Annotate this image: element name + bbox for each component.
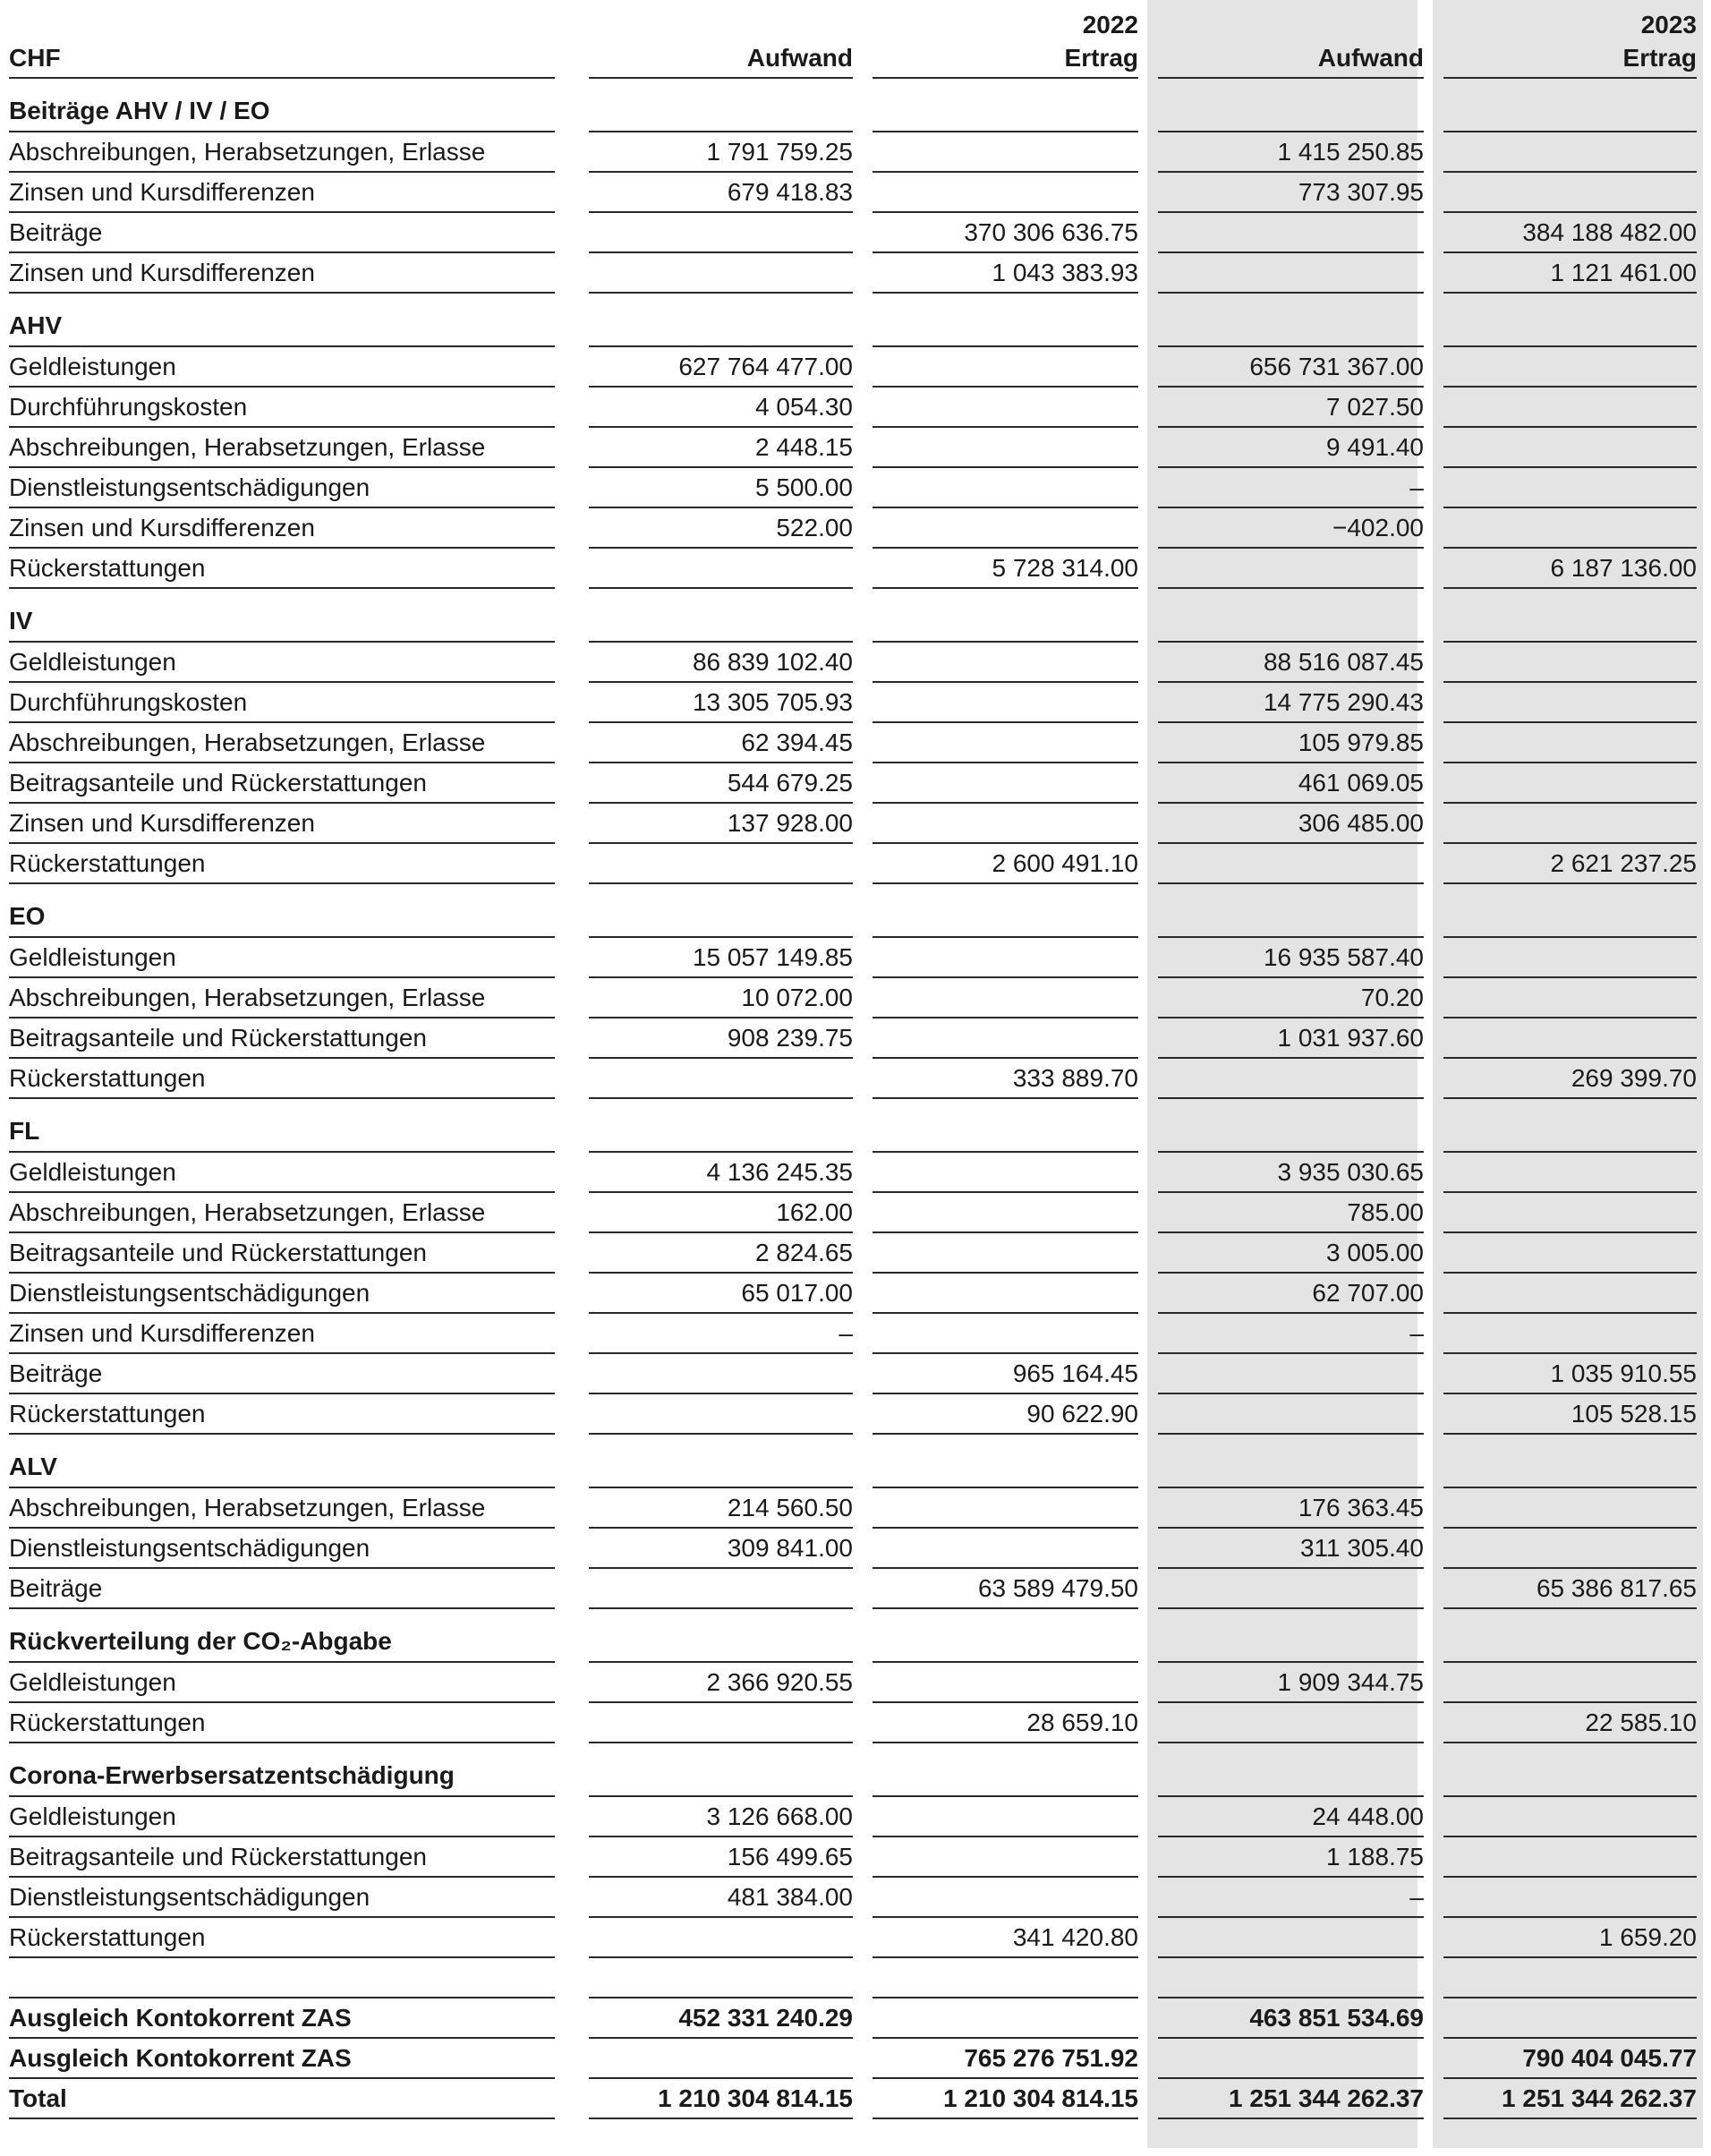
table-row — [0, 1233, 1711, 1274]
cell-ertrag-2022: 333 889.70 — [862, 1059, 1147, 1099]
cell-ertrag-2023 — [1433, 1099, 1711, 1153]
cell-aufwand-2023 — [1147, 1918, 1433, 1958]
cell-ertrag-2022: 28 659.10 — [862, 1703, 1147, 1743]
row-label: Beiträge AHV / IV / EO — [0, 79, 578, 132]
cell-aufwand-2022 — [578, 1703, 862, 1743]
section-heading-row — [0, 1435, 1711, 1488]
cell-ertrag-2022: 90 622.90 — [862, 1394, 1147, 1435]
cell-ertrag-2023 — [1433, 1609, 1711, 1663]
cell-aufwand-2023 — [1147, 79, 1433, 132]
cell-ertrag-2022 — [862, 643, 1147, 683]
row-label: Beitragsanteile und Rückerstattungen — [0, 763, 578, 804]
cell-aufwand-2022: 2 824.65 — [578, 1233, 862, 1274]
cell-ertrag-2022 — [862, 884, 1147, 938]
cell-aufwand-2023: – — [1147, 1314, 1433, 1354]
cell-ertrag-2023 — [1433, 723, 1711, 763]
cell-ertrag-2023 — [1433, 1837, 1711, 1878]
cell-ertrag-2023: 269 399.70 — [1433, 1059, 1711, 1099]
cell-ertrag-2023: 65 386 817.65 — [1433, 1569, 1711, 1609]
cell-ertrag-2022 — [862, 347, 1147, 388]
cell-ertrag-2022 — [862, 1958, 1147, 1998]
cell-aufwand-2023 — [1147, 1609, 1433, 1663]
cell-aufwand-2023: 1 251 344 262.37 — [1147, 2079, 1433, 2119]
cell-ertrag-2023 — [1433, 508, 1711, 549]
table-row — [0, 1918, 1711, 1958]
cell-ertrag-2022: 63 589 479.50 — [862, 1569, 1147, 1609]
cell-aufwand-2022 — [578, 253, 862, 294]
cell-ertrag-2023: 6 187 136.00 — [1433, 549, 1711, 589]
cell-ertrag-2022 — [862, 388, 1147, 428]
cell-aufwand-2023: 176 363.45 — [1147, 1488, 1433, 1529]
header-column-row — [0, 39, 1711, 79]
cell-aufwand-2023 — [1147, 253, 1433, 294]
cell-aufwand-2023 — [1147, 1703, 1433, 1743]
table-row — [0, 723, 1711, 763]
section-heading-row — [0, 79, 1711, 132]
row-label: Geldleistungen — [0, 1153, 578, 1193]
cell-ertrag-2023 — [1433, 1958, 1711, 1998]
cell-ertrag-2022 — [862, 1837, 1147, 1878]
cell-aufwand-2022: 137 928.00 — [578, 804, 862, 844]
row-label: Dienstleistungsentschädigungen — [0, 1529, 578, 1569]
cell-ertrag-2023 — [1433, 804, 1711, 844]
row-label: Geldleistungen — [0, 347, 578, 388]
cell-aufwand-2022: 544 679.25 — [578, 763, 862, 804]
aufwand-2022-heading: Aufwand — [578, 39, 862, 79]
table-row — [0, 1488, 1711, 1529]
row-label: Geldleistungen — [0, 1797, 578, 1837]
table-row — [0, 1569, 1711, 1609]
cell-ertrag-2022: 370 306 636.75 — [862, 213, 1147, 253]
cell-ertrag-2023 — [1433, 132, 1711, 173]
cell-ertrag-2022 — [862, 1314, 1147, 1354]
cell-aufwand-2022 — [578, 2039, 862, 2079]
row-label: Corona-Erwerbsersatzentschädigung — [0, 1743, 578, 1797]
cell-aufwand-2022: 4 054.30 — [578, 388, 862, 428]
cell-aufwand-2022 — [578, 589, 862, 643]
section-heading-row — [0, 1099, 1711, 1153]
cell-ertrag-2022 — [862, 79, 1147, 132]
table-row — [0, 1394, 1711, 1435]
cell-aufwand-2023 — [1147, 1958, 1433, 1998]
table-row — [0, 1663, 1711, 1703]
cell-ertrag-2023: 384 188 482.00 — [1433, 213, 1711, 253]
table-row — [0, 683, 1711, 723]
cell-aufwand-2023 — [1147, 1059, 1433, 1099]
cell-aufwand-2022: 5 500.00 — [578, 468, 862, 508]
cell-aufwand-2022: 481 384.00 — [578, 1878, 862, 1918]
cell-aufwand-2023 — [1147, 213, 1433, 253]
cell-aufwand-2022: 679 418.83 — [578, 173, 862, 213]
section-heading-row — [0, 1743, 1711, 1797]
table-row — [0, 1153, 1711, 1193]
cell-aufwand-2023: 1 909 344.75 — [1147, 1663, 1433, 1703]
cell-ertrag-2023 — [1433, 763, 1711, 804]
table-row — [0, 1193, 1711, 1233]
cell-aufwand-2022 — [578, 79, 862, 132]
row-label: Rückverteilung der CO₂-Abgabe — [0, 1609, 578, 1663]
cell-aufwand-2023 — [1147, 294, 1433, 347]
row-label: Geldleistungen — [0, 938, 578, 978]
row-label: FL — [0, 1099, 578, 1153]
cell-aufwand-2023: −402.00 — [1147, 508, 1433, 549]
row-label: Dienstleistungsentschädigungen — [0, 1274, 578, 1314]
cell-ertrag-2023 — [1433, 683, 1711, 723]
cell-ertrag-2023 — [1433, 1529, 1711, 1569]
ertrag-2022-heading: Ertrag — [862, 39, 1147, 79]
cell-ertrag-2022: 5 728 314.00 — [862, 549, 1147, 589]
cell-ertrag-2022 — [862, 1435, 1147, 1488]
cell-aufwand-2023: 62 707.00 — [1147, 1274, 1433, 1314]
cell-ertrag-2023: 1 659.20 — [1433, 1918, 1711, 1958]
cell-ertrag-2023 — [1433, 978, 1711, 1018]
cell-aufwand-2022 — [578, 1918, 862, 1958]
cell-aufwand-2022: 522.00 — [578, 508, 862, 549]
table-row — [0, 468, 1711, 508]
cell-aufwand-2023: 785.00 — [1147, 1193, 1433, 1233]
table-row — [0, 1703, 1711, 1743]
cell-ertrag-2023 — [1433, 294, 1711, 347]
cell-ertrag-2022 — [862, 468, 1147, 508]
header-year-row — [0, 0, 1711, 39]
row-label: Zinsen und Kursdifferenzen — [0, 804, 578, 844]
cell-aufwand-2022 — [578, 1958, 862, 1998]
cell-ertrag-2023 — [1433, 1878, 1711, 1918]
cell-ertrag-2023: 790 404 045.77 — [1433, 2039, 1711, 2079]
cell-aufwand-2022 — [578, 884, 862, 938]
row-label: EO — [0, 884, 578, 938]
cell-aufwand-2022 — [578, 1435, 862, 1488]
table-row — [0, 213, 1711, 253]
cell-aufwand-2022 — [578, 1059, 862, 1099]
spacer-row — [0, 1958, 1711, 1998]
cell-aufwand-2023: – — [1147, 1878, 1433, 1918]
table-row — [0, 804, 1711, 844]
cell-aufwand-2023 — [1147, 549, 1433, 589]
cell-ertrag-2022 — [862, 1529, 1147, 1569]
section-heading-row — [0, 294, 1711, 347]
cell-ertrag-2022 — [862, 589, 1147, 643]
cell-aufwand-2023 — [1147, 1569, 1433, 1609]
row-label — [0, 1958, 578, 1998]
cell-aufwand-2022: 4 136 245.35 — [578, 1153, 862, 1193]
cell-aufwand-2023 — [1147, 589, 1433, 643]
row-label: Beiträge — [0, 213, 578, 253]
cell-aufwand-2023: 1 031 937.60 — [1147, 1018, 1433, 1059]
row-label: Dienstleistungsentschädigungen — [0, 1878, 578, 1918]
cell-aufwand-2023: 14 775 290.43 — [1147, 683, 1433, 723]
cell-ertrag-2023 — [1433, 347, 1711, 388]
cell-ertrag-2023 — [1433, 643, 1711, 683]
row-label: Abschreibungen, Herabsetzungen, Erlasse — [0, 1193, 578, 1233]
cell-ertrag-2023 — [1433, 1193, 1711, 1233]
cell-ertrag-2023: 1 035 910.55 — [1433, 1354, 1711, 1394]
row-label: Rückerstattungen — [0, 1703, 578, 1743]
cell-ertrag-2022 — [862, 723, 1147, 763]
row-label: Zinsen und Kursdifferenzen — [0, 253, 578, 294]
cell-ertrag-2022 — [862, 294, 1147, 347]
cell-ertrag-2022 — [862, 938, 1147, 978]
cell-ertrag-2022 — [862, 763, 1147, 804]
cell-ertrag-2022: 341 420.80 — [862, 1918, 1147, 1958]
cell-ertrag-2023 — [1433, 1743, 1711, 1797]
table-row — [0, 938, 1711, 978]
table-row — [0, 1529, 1711, 1569]
table-row — [0, 978, 1711, 1018]
row-label: Abschreibungen, Herabsetzungen, Erlasse — [0, 978, 578, 1018]
cell-aufwand-2022: 2 366 920.55 — [578, 1663, 862, 1703]
cell-aufwand-2022: 15 057 149.85 — [578, 938, 862, 978]
total-row — [0, 2079, 1711, 2119]
cell-aufwand-2022 — [578, 1394, 862, 1435]
cell-aufwand-2022: 1 791 759.25 — [578, 132, 862, 173]
cell-aufwand-2022 — [578, 294, 862, 347]
row-label: AHV — [0, 294, 578, 347]
cell-aufwand-2022: 13 305 705.93 — [578, 683, 862, 723]
cell-ertrag-2022 — [862, 1878, 1147, 1918]
cell-ertrag-2023 — [1433, 884, 1711, 938]
cell-aufwand-2022 — [578, 213, 862, 253]
cell-ertrag-2023 — [1433, 589, 1711, 643]
row-label: Total — [0, 2079, 578, 2119]
row-label: Durchführungskosten — [0, 683, 578, 723]
cell-ertrag-2022: 765 276 751.92 — [862, 2039, 1147, 2079]
row-label: Zinsen und Kursdifferenzen — [0, 508, 578, 549]
cell-aufwand-2022: 214 560.50 — [578, 1488, 862, 1529]
cell-aufwand-2023: 306 485.00 — [1147, 804, 1433, 844]
cell-aufwand-2023: 656 731 367.00 — [1147, 347, 1433, 388]
cell-aufwand-2023: 105 979.85 — [1147, 723, 1433, 763]
cell-aufwand-2023: 311 305.40 — [1147, 1529, 1433, 1569]
row-label: Abschreibungen, Herabsetzungen, Erlasse — [0, 132, 578, 173]
cell-ertrag-2022 — [862, 1018, 1147, 1059]
cell-ertrag-2022: 2 600 491.10 — [862, 844, 1147, 884]
cell-ertrag-2023 — [1433, 428, 1711, 468]
cell-ertrag-2022 — [862, 1193, 1147, 1233]
cell-aufwand-2023: 9 491.40 — [1147, 428, 1433, 468]
row-label: Abschreibungen, Herabsetzungen, Erlasse — [0, 428, 578, 468]
cell-aufwand-2023: 461 069.05 — [1147, 763, 1433, 804]
cell-ertrag-2022 — [862, 1663, 1147, 1703]
cell-aufwand-2022: 86 839 102.40 — [578, 643, 862, 683]
cell-aufwand-2022: 908 239.75 — [578, 1018, 862, 1059]
cell-aufwand-2022: 2 448.15 — [578, 428, 862, 468]
cell-aufwand-2023: 70.20 — [1147, 978, 1433, 1018]
cell-ertrag-2022: 1 043 383.93 — [862, 253, 1147, 294]
cell-aufwand-2023: 3 005.00 — [1147, 1233, 1433, 1274]
table-row — [0, 1837, 1711, 1878]
cell-ertrag-2022 — [862, 132, 1147, 173]
cell-aufwand-2022 — [578, 549, 862, 589]
cell-ertrag-2022 — [862, 1743, 1147, 1797]
row-label: Rückerstattungen — [0, 549, 578, 589]
row-label: Zinsen und Kursdifferenzen — [0, 1314, 578, 1354]
cell-aufwand-2022: 156 499.65 — [578, 1837, 862, 1878]
cell-ertrag-2023 — [1433, 173, 1711, 213]
cell-ertrag-2022 — [862, 1797, 1147, 1837]
cell-ertrag-2023 — [1433, 1314, 1711, 1354]
cell-ertrag-2023 — [1433, 1488, 1711, 1529]
row-label: Beitragsanteile und Rückerstattungen — [0, 1233, 578, 1274]
section-heading-row — [0, 589, 1711, 643]
cell-aufwand-2023 — [1147, 1354, 1433, 1394]
cell-aufwand-2022 — [578, 1354, 862, 1394]
row-label: Rückerstattungen — [0, 1394, 578, 1435]
row-label: Rückerstattungen — [0, 844, 578, 884]
cell-aufwand-2023 — [1147, 1394, 1433, 1435]
table-row — [0, 132, 1711, 173]
table-row — [0, 1018, 1711, 1059]
cell-ertrag-2022 — [862, 1609, 1147, 1663]
cell-ertrag-2023 — [1433, 938, 1711, 978]
cell-aufwand-2023 — [1147, 1099, 1433, 1153]
table-row — [0, 388, 1711, 428]
table-row — [0, 1797, 1711, 1837]
cell-aufwand-2022 — [578, 1569, 862, 1609]
cell-aufwand-2022 — [578, 844, 862, 884]
cell-aufwand-2022: 62 394.45 — [578, 723, 862, 763]
table-row — [0, 253, 1711, 294]
cell-aufwand-2022: 10 072.00 — [578, 978, 862, 1018]
currency-heading: CHF — [0, 39, 578, 79]
row-label: Rückerstattungen — [0, 1918, 578, 1958]
table-row — [0, 844, 1711, 884]
cell-aufwand-2023: 773 307.95 — [1147, 173, 1433, 213]
cell-ertrag-2023 — [1433, 1233, 1711, 1274]
row-label: Ausgleich Kontokorrent ZAS — [0, 2039, 578, 2079]
cell-aufwand-2022: 309 841.00 — [578, 1529, 862, 1569]
table-row — [0, 1274, 1711, 1314]
cell-ertrag-2022 — [862, 1998, 1147, 2039]
cell-aufwand-2022: 452 331 240.29 — [578, 1998, 862, 2039]
cell-ertrag-2023 — [1433, 468, 1711, 508]
row-label: Durchführungskosten — [0, 388, 578, 428]
cell-aufwand-2023: 7 027.50 — [1147, 388, 1433, 428]
total-row — [0, 1998, 1711, 2039]
cell-aufwand-2022: 627 764 477.00 — [578, 347, 862, 388]
row-label: Zinsen und Kursdifferenzen — [0, 173, 578, 213]
cell-ertrag-2023 — [1433, 1018, 1711, 1059]
cell-aufwand-2023: 1 188.75 — [1147, 1837, 1433, 1878]
cell-aufwand-2023: 3 935 030.65 — [1147, 1153, 1433, 1193]
cell-aufwand-2023: 24 448.00 — [1147, 1797, 1433, 1837]
cell-ertrag-2022: 1 210 304 814.15 — [862, 2079, 1147, 2119]
cell-ertrag-2022 — [862, 1274, 1147, 1314]
cell-ertrag-2022 — [862, 1488, 1147, 1529]
cell-aufwand-2023 — [1147, 1435, 1433, 1488]
cell-aufwand-2022: 65 017.00 — [578, 1274, 862, 1314]
cell-ertrag-2023 — [1433, 1663, 1711, 1703]
cell-ertrag-2022 — [862, 1099, 1147, 1153]
year-2023-heading: 2023 — [1640, 11, 1697, 38]
row-label: Geldleistungen — [0, 643, 578, 683]
row-label: Geldleistungen — [0, 1663, 578, 1703]
cell-aufwand-2022: – — [578, 1314, 862, 1354]
cell-ertrag-2023 — [1433, 1153, 1711, 1193]
cell-ertrag-2022 — [862, 1153, 1147, 1193]
cell-ertrag-2022 — [862, 804, 1147, 844]
table-row — [0, 1314, 1711, 1354]
row-label: Dienstleistungsentschädigungen — [0, 468, 578, 508]
cell-aufwand-2023: – — [1147, 468, 1433, 508]
cell-aufwand-2023: 88 516 087.45 — [1147, 643, 1433, 683]
cell-ertrag-2023: 1 121 461.00 — [1433, 253, 1711, 294]
table-row — [0, 508, 1711, 549]
cell-aufwand-2022 — [578, 1743, 862, 1797]
table-row — [0, 347, 1711, 388]
cell-ertrag-2022 — [862, 508, 1147, 549]
cell-aufwand-2022: 3 126 668.00 — [578, 1797, 862, 1837]
row-label: Beitragsanteile und Rückerstattungen — [0, 1018, 578, 1059]
cell-aufwand-2023 — [1147, 2039, 1433, 2079]
cell-ertrag-2023: 2 621 237.25 — [1433, 844, 1711, 884]
table-row — [0, 1059, 1711, 1099]
cell-ertrag-2023: 1 251 344 262.37 — [1433, 2079, 1711, 2119]
cell-ertrag-2022 — [862, 683, 1147, 723]
cell-aufwand-2023: 16 935 587.40 — [1147, 938, 1433, 978]
table-row — [0, 1878, 1711, 1918]
cell-ertrag-2023 — [1433, 388, 1711, 428]
row-label: Beiträge — [0, 1569, 578, 1609]
cell-aufwand-2022: 1 210 304 814.15 — [578, 2079, 862, 2119]
section-heading-row — [0, 884, 1711, 938]
table-row — [0, 428, 1711, 468]
cell-aufwand-2023 — [1147, 884, 1433, 938]
table-row — [0, 763, 1711, 804]
cell-ertrag-2022 — [862, 428, 1147, 468]
aufwand-2023-heading: Aufwand — [1147, 39, 1433, 79]
table-body — [0, 79, 1711, 2119]
cell-ertrag-2023: 105 528.15 — [1433, 1394, 1711, 1435]
row-label: Beiträge — [0, 1354, 578, 1394]
row-label: Rückerstattungen — [0, 1059, 578, 1099]
cell-ertrag-2022 — [862, 173, 1147, 213]
table-row — [0, 1354, 1711, 1394]
cell-ertrag-2023: 22 585.10 — [1433, 1703, 1711, 1743]
cell-aufwand-2023: 1 415 250.85 — [1147, 132, 1433, 173]
ertrag-2023-heading: Ertrag — [1433, 39, 1711, 79]
cell-aufwand-2023 — [1147, 1743, 1433, 1797]
section-heading-row — [0, 1609, 1711, 1663]
year-2022-heading: 2022 — [1082, 11, 1138, 38]
cell-ertrag-2022 — [862, 1233, 1147, 1274]
cell-ertrag-2023 — [1433, 1274, 1711, 1314]
row-label: Ausgleich Kontokorrent ZAS — [0, 1998, 578, 2039]
row-label: Abschreibungen, Herabsetzungen, Erlasse — [0, 1488, 578, 1529]
cell-ertrag-2023 — [1433, 1435, 1711, 1488]
cell-aufwand-2023 — [1147, 844, 1433, 884]
cell-ertrag-2023 — [1433, 1797, 1711, 1837]
cell-aufwand-2022 — [578, 1609, 862, 1663]
cell-aufwand-2022 — [578, 1099, 862, 1153]
cell-aufwand-2023: 463 851 534.69 — [1147, 1998, 1433, 2039]
table-row — [0, 643, 1711, 683]
cell-aufwand-2022: 162.00 — [578, 1193, 862, 1233]
row-label: Beitragsanteile und Rückerstattungen — [0, 1837, 578, 1878]
cell-ertrag-2023 — [1433, 1998, 1711, 2039]
row-label: ALV — [0, 1435, 578, 1488]
cell-ertrag-2023 — [1433, 79, 1711, 132]
row-label: Abschreibungen, Herabsetzungen, Erlasse — [0, 723, 578, 763]
table-row — [0, 549, 1711, 589]
cell-ertrag-2022: 965 164.45 — [862, 1354, 1147, 1394]
total-row — [0, 2039, 1711, 2079]
table-row — [0, 173, 1711, 213]
row-label: IV — [0, 589, 578, 643]
cell-ertrag-2022 — [862, 978, 1147, 1018]
